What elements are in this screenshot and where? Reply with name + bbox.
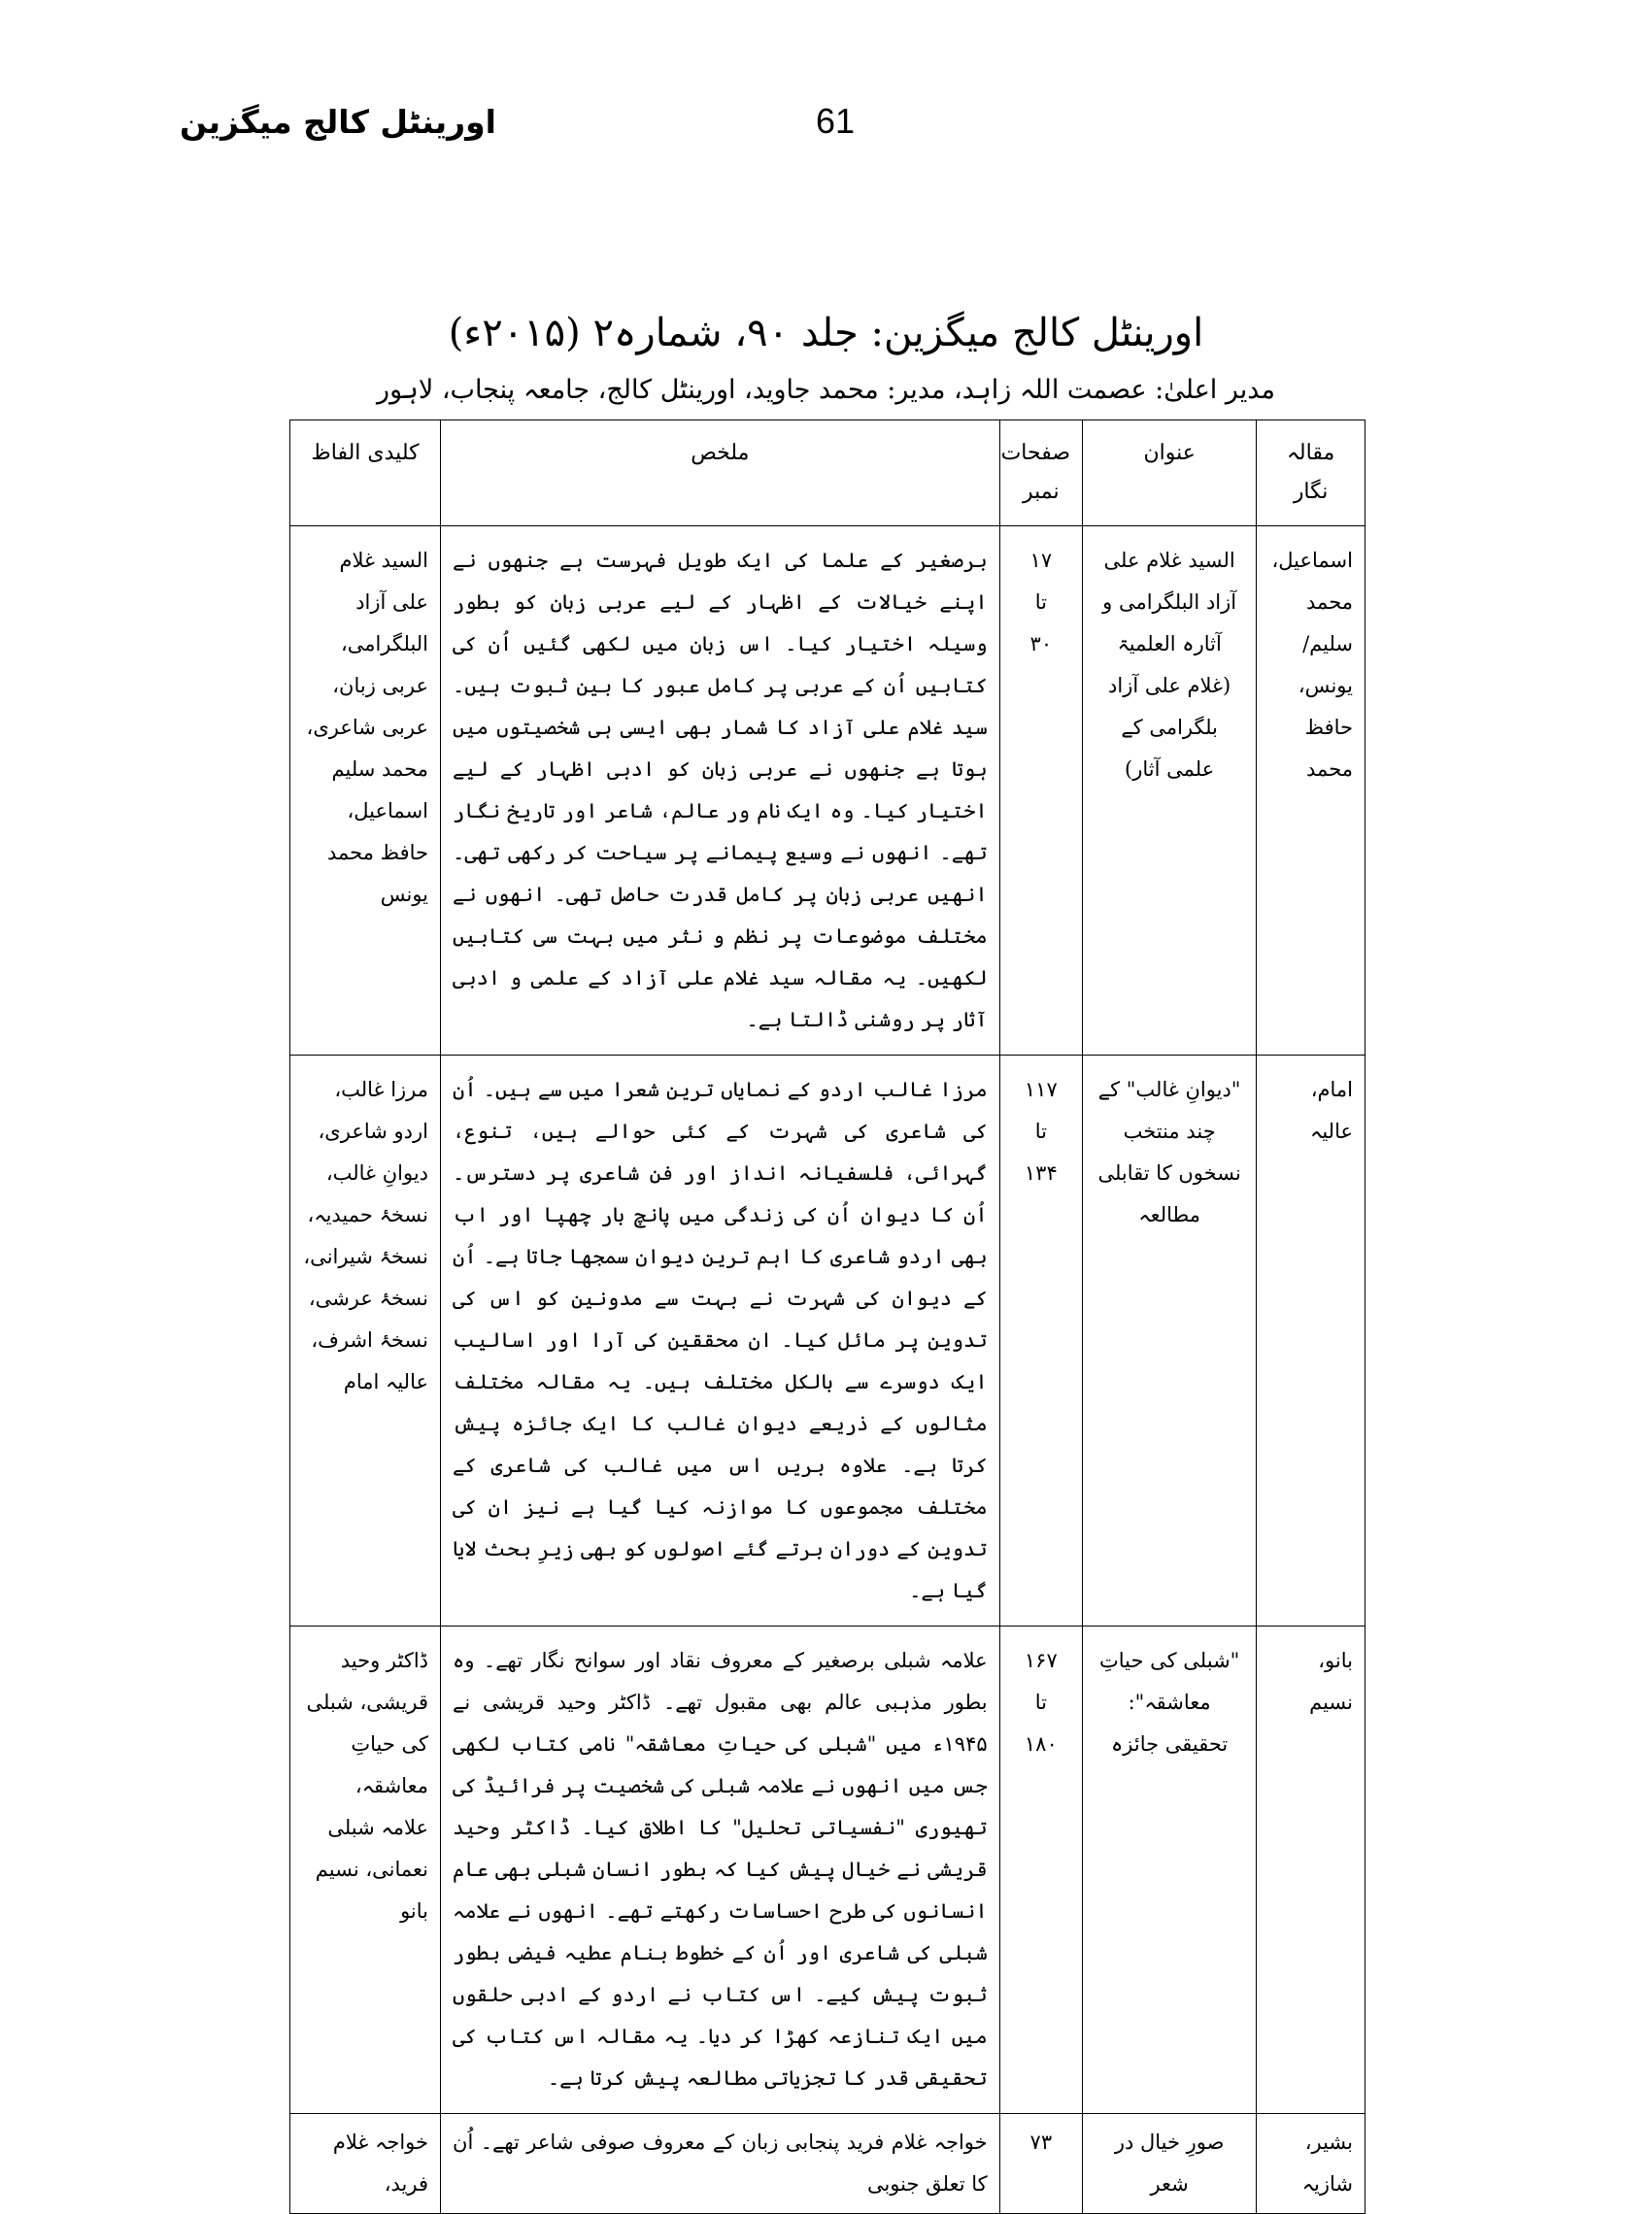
cell-author: بشیر، شازیہ	[1257, 2114, 1365, 2214]
cell-abstract: مرزا غالب اردو کے نمایاں ترین شعرا میں سے ہیں۔ اُن کی شاعری کی شہرت کے کئی حوالے ہیں، تنوع، گہرائی، فلسفیانہ انداز اور فن شاعری پر دسترس۔ اُن کا دیوان اُن کی زندگی میں پانچ بار چھپا اور اب بھی اردو شاعری کا اہم ترین دیوان سمجھا جاتا ہے۔ اُن کے دیوان کی شہرت نے بہت سے مدونین کو اس کی تدوین پر مائل کیا۔ ان محققین کی آرا اور اسالیب ایک دوسرے سے بالکل مختلف ہیں۔ یہ مقالہ مختلف مثالوں کے ذریعے دیوانِ غالب کا ایک جائزہ پیش کرتا ہے۔ علاوہ بریں اس میں غالب کی شاعری کے مختلف مجموعوں کا موازنہ کیا گیا ہے نیز ان کی تدوین کے دوران برتے گئے اصولوں کو بھی زیرِ بحث لایا گیا ہے۔	[441, 1056, 1000, 1627]
header-author: مقالہ نگار	[1257, 420, 1365, 526]
page-separator: تا	[1034, 1691, 1047, 1714]
cell-pages	[999, 526, 1082, 1056]
header-abstract: ملخص	[441, 420, 1000, 526]
page-from: ۱۶۷	[1024, 1649, 1058, 1672]
cell-pages	[999, 1056, 1082, 1627]
table-row	[290, 1056, 1365, 1627]
articles-table	[289, 419, 1365, 2214]
page-separator: تا	[1034, 590, 1047, 614]
page-from: ۱۷	[1029, 549, 1053, 572]
cell-abstract: برصغیر کے علما کی ایک طویل فہرست ہے جنھوں نے اپنے خیالات کے اظہار کے لیے عربی زبان کو بطور وسیلہ اختیار کیا۔ اس زبان میں لکھی گئیں اُن کی کتابیں اُن کے عربی پر کامل عبور کا بین ثبوت ہیں۔ سید غلام علی آزاد کا شمار بھی ایسی ہی شخصیتوں میں ہوتا ہے جنھوں نے عربی زبان کو ادبی اظہار کے لیے اختیار کیا۔ وہ ایک نام ور عالم، شاعر اور تاریخ نگار تھے۔ انھوں نے وسیع پیمانے پر سیاحت کر رکھی تھی۔ انھیں عربی زبان پر کامل قدرت حاصل تھی۔ انھوں نے مختلف موضوعات پر نظم و نثر میں بہت سی کتابیں لکھیں۔ یہ مقالہ سید غلام علی آزاد کے علمی و ادبی آثار پر روشنی ڈالتا ہے۔	[441, 526, 1000, 1056]
cell-author: امام، عالیہ	[1257, 1056, 1365, 1627]
page-from: ۱۱۷	[1024, 1078, 1058, 1101]
cell-abstract: خواجہ غلام فرید پنجابی زبان کے معروف صوفی شاعر تھے۔ اُن کا تعلق جنوبی	[441, 2114, 1000, 2214]
cell-keywords: خواجہ غلام فرید،	[290, 2114, 441, 2214]
cell-pages	[999, 2114, 1082, 2214]
cell-author: اسماعیل، محمد سلیم/ یونس، حافظ محمد	[1257, 526, 1365, 1056]
cell-author: بانو، نسیم	[1257, 1627, 1365, 2114]
cell-title: "دیوانِ غالب" کے چند منتخب نسخوں کا تقابلی مطالعہ	[1083, 1056, 1257, 1627]
running-header-journal-name: اورینٹل کالج میگزین	[179, 103, 496, 141]
running-header	[0, 97, 1652, 155]
cell-title: السید غلام علی آزاد البلگرامی و آثارہ العلمیۃ (غلام علی آزاد بلگرامی کے علمی آثار)	[1083, 526, 1257, 1056]
cell-keywords: مرزا غالب، اردو شاعری، دیوانِ غالب، نسخۂ حمیدیہ، نسخۂ شیرانی، نسخۂ عرشی، نسخۂ اشرف، عالیہ امام	[290, 1056, 441, 1627]
page-number: 61	[815, 101, 856, 141]
page-from: ۷۳	[1029, 2130, 1053, 2154]
header-keywords: کلیدی الفاظ	[290, 420, 441, 526]
cell-keywords: ڈاکٹر وحید قریشی، شبلی کی حیاتِ معاشقہ، علامہ شبلی نعمانی، نسیم بانو	[290, 1627, 441, 2114]
page-to: ۱۸۰	[1024, 1732, 1058, 1756]
header-pages: صفحات نمبر	[999, 420, 1082, 526]
page-to: ۱۳۴	[1024, 1161, 1058, 1185]
header-title: عنوان	[1083, 420, 1257, 526]
cell-abstract: علامہ شبلی برصغیر کے معروف نقاد اور سوانح نگار تھے۔ وہ بطور مذہبی عالم بھی مقبول تھے۔ ڈاکٹر وحید قریشی نے ۱۹۴۵ء میں "شبلی کی حیاتِ معاشقہ" نامی کتاب لکھی جس میں انھوں نے علامہ شبلی کی شخصیت پر فرائیڈ کی تھیوری "نفسیاتی تحلیل" کا اطلاق کیا۔ ڈاکٹر وحید قریشی نے خیال پیش کیا کہ بطور انسان شبلی بھی عام انسانوں کی طرح احساسات رکھتے تھے۔ انھوں نے علامہ شبلی کی شاعری اور اُن کے خطوط بنام عطیہ فیضی بطور ثبوت پیش کیے۔ اس کتاب نے اردو کے ادبی حلقوں میں ایک تنازعہ کھڑا کر دیا۔ یہ مقالہ اس کتاب کی تحقیقی قدر کا تجزیاتی مطالعہ پیش کرتا ہے۔	[441, 1627, 1000, 2114]
cell-title: "شبلی کی حیاتِ معاشقہ": تحقیقی جائزہ	[1083, 1627, 1257, 2114]
cell-title: صورِ خیال در شعر	[1083, 2114, 1257, 2214]
table-header-row	[290, 420, 1365, 526]
page-to: ۳۰	[1029, 632, 1053, 655]
table-row	[290, 2114, 1365, 2214]
issue-title: اورینٹل کالج میگزین: جلد ۹۰، شمارہ۲ (۲۰۱۵ء)	[448, 311, 1204, 355]
cell-pages	[999, 1627, 1082, 2114]
table-row	[290, 526, 1365, 1056]
cell-keywords: السید غلام علی آزاد البلگرامی، عربی زبان، عربی شاعری، محمد سلیم اسماعیل، حافظ محمد یونس	[290, 526, 441, 1056]
page-separator: تا	[1034, 1120, 1047, 1143]
editors-line: مدیر اعلیٰ: عصمت اللہ زاہد، مدیر: محمد جاوید، اورینٹل کالج، جامعہ پنجاب، لاہور	[377, 375, 1275, 405]
table-row	[290, 1627, 1365, 2114]
